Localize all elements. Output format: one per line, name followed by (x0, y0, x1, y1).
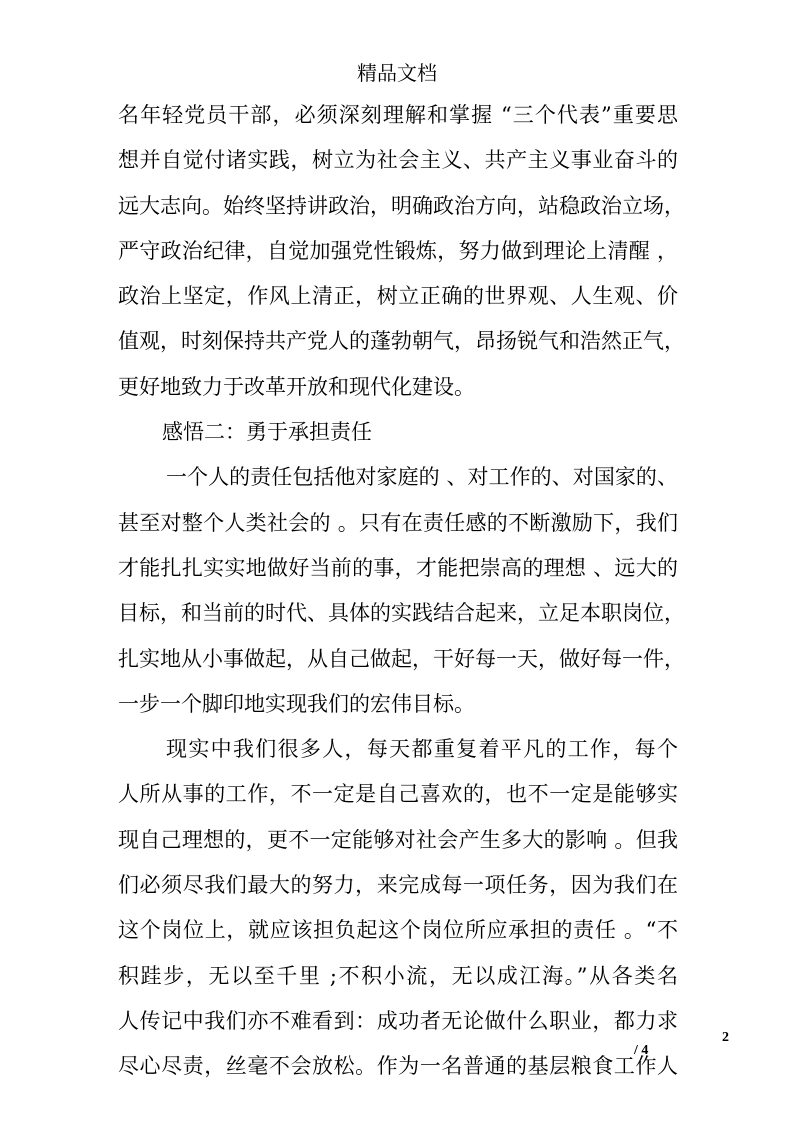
body-line: 更好地致力于改革开放和现代化建设。 (118, 374, 475, 399)
body-line: 扎实地从小事做起，从自己做起，干好每一天，做好每一件， (118, 646, 685, 671)
document-header-title: 精品文档 (357, 61, 437, 85)
body-line: 现实中我们很多人，每天都重复着平凡的工作，每个 (166, 737, 678, 762)
body-line: 一个人的责任包括他对家庭的 、对工作的、对国家的、 (166, 465, 678, 490)
body-line: 现自己理想的，更不一定能够对社会产生多大的影响 。但我 (118, 827, 678, 852)
body-line: 名年轻党员干部，必须深刻理解和掌握 “三个代表”重要思 (118, 103, 678, 127)
body-line: 们必须尽我们最大的努力，来完成每一项任务，因为我们在 (118, 873, 678, 898)
body-line: 这个岗位上，就应该担负起这个岗位所应承担的责任 。“不 (118, 918, 678, 943)
body-line: 想并自觉付诸实践，树立为社会主义、共产主义事业奋斗的 (118, 148, 678, 173)
body-line: 目标，和当前的时代、具体的实践结合起来，立足本职岗位， (118, 601, 685, 626)
page-number: 2 (722, 1030, 729, 1045)
body-line: 政治上坚定，作风上清正，树立正确的世界观、人生观、价 (118, 284, 678, 309)
body-line: 远大志向。始终坚持讲政治，明确政治方向，站稳政治立场， (118, 193, 685, 218)
body-line: 才能扎扎实实地做好当前的事，才能把崇高的理想 、远大的 (118, 555, 678, 580)
body-line: 严守政治纪律，自觉加强党性锻炼，努力做到理论上清醒 ， (118, 238, 678, 263)
body-line: 尽心尽责，丝毫不会放松。作为一名普通的基层粮食工作人 (118, 1054, 678, 1079)
body-line: 值观，时刻保持共产党人的蓬勃朝气，昂扬锐气和浩然正气， (118, 329, 685, 354)
section-heading: 感悟二：勇于承担责任 (162, 420, 372, 445)
body-line: 人所从事的工作，不一定是自己喜欢的，也不一定是能够实 (118, 782, 678, 807)
body-line: 一步一个脚印地实现我们的宏伟目标。 (118, 691, 475, 716)
body-line: 甚至对整个人类社会的 。只有在责任感的不断激励下，我们 (118, 510, 678, 535)
body-line: 人传记中我们亦不难看到：成功者无论做什么职业，都力求 (118, 1008, 678, 1033)
page-total: / 4 (634, 1043, 649, 1058)
body-line: 积跬步，无以至千里 ;不积小流，无以成江海。”从各类名 (118, 963, 678, 988)
document-body (118, 93, 685, 1090)
